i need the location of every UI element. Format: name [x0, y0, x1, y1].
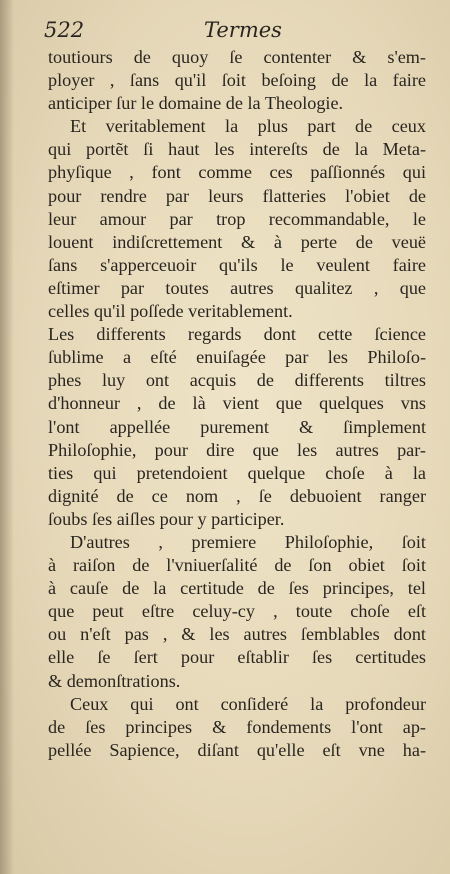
text-line: toutiours de quoy ſe contenter & s'em-	[48, 47, 426, 67]
text-line: & demonſtrations.	[48, 670, 181, 691]
page-gutter-shadow	[0, 0, 14, 874]
page-number: 522	[44, 18, 85, 42]
text-line: ployer , ſans qu'il ſoit beſoing de la faire	[48, 70, 426, 91]
text-line: pour rendre par leurs flatteries l'obiet de	[48, 185, 426, 206]
text-line: Ceux qui ont conſideré la profondeur	[70, 693, 426, 714]
text-line: pellée Sapience, diſant qu'elle eſt vne ha-	[48, 739, 426, 760]
body-text	[48, 46, 426, 762]
text-line: à cauſe de la certitude de ſes principes, tel	[48, 578, 426, 599]
text-line: dignité de ce nom , ſe debuoient ranger	[48, 485, 426, 506]
text-line: elle ſe ſert pour eſtablir ſes certitudes	[48, 647, 426, 668]
text-line: D'autres , premiere Philoſophie, ſoit	[70, 531, 426, 552]
text-line: Philoſophie, pour dire que les autres par-	[48, 439, 426, 460]
page-header	[44, 18, 424, 48]
text-line: louent indiſcrettement & à perte de veuë	[48, 231, 426, 252]
text-line: ſoubs ſes aiſles pour y participer.	[48, 508, 285, 529]
text-line: anticiper ſur le domaine de la Theologie.	[48, 93, 344, 114]
text-line: ſublime a eſté enuiſagée par les Philoſo-	[48, 347, 426, 368]
text-line: ou n'eſt pas , & les autres ſemblables dont	[48, 624, 426, 645]
text-line: ties qui pretendoient quelque choſe à la	[48, 462, 426, 483]
text-line: phyſique , font comme ces paſſionnés qui	[48, 162, 426, 183]
text-line: phes luy ont acquis de differents tiltres	[48, 370, 426, 391]
text-line: que peut eſtre celuy-cy , toute choſe eſt	[48, 601, 426, 622]
text-line: Et veritablement la plus part de ceux	[70, 116, 426, 137]
text-line: Les differents regards dont cette ſcience	[48, 324, 426, 345]
text-line: celles qu'il poſſede veritablement.	[48, 301, 293, 322]
text-line: l'ont appellée purement & ſimplement	[48, 416, 426, 437]
text-line: à raiſon de l'vniuerſalité de ſon obiet ſoit	[48, 555, 426, 576]
text-line: ſans s'apperceuoir qu'ils le veulent faire	[48, 254, 426, 275]
text-line: qui portẽt ſi haut les intereſts de la Meta-	[48, 139, 426, 160]
running-head: Termes	[204, 18, 282, 42]
text-line: leur amour par trop recommandable, le	[48, 208, 426, 229]
text-line: d'honneur , de là vient que quelques vns	[48, 393, 426, 414]
text-line: eſtimer par toutes autres qualitez , que	[48, 277, 426, 298]
text-line: de ſes principes & fondements l'ont ap-	[48, 716, 426, 737]
